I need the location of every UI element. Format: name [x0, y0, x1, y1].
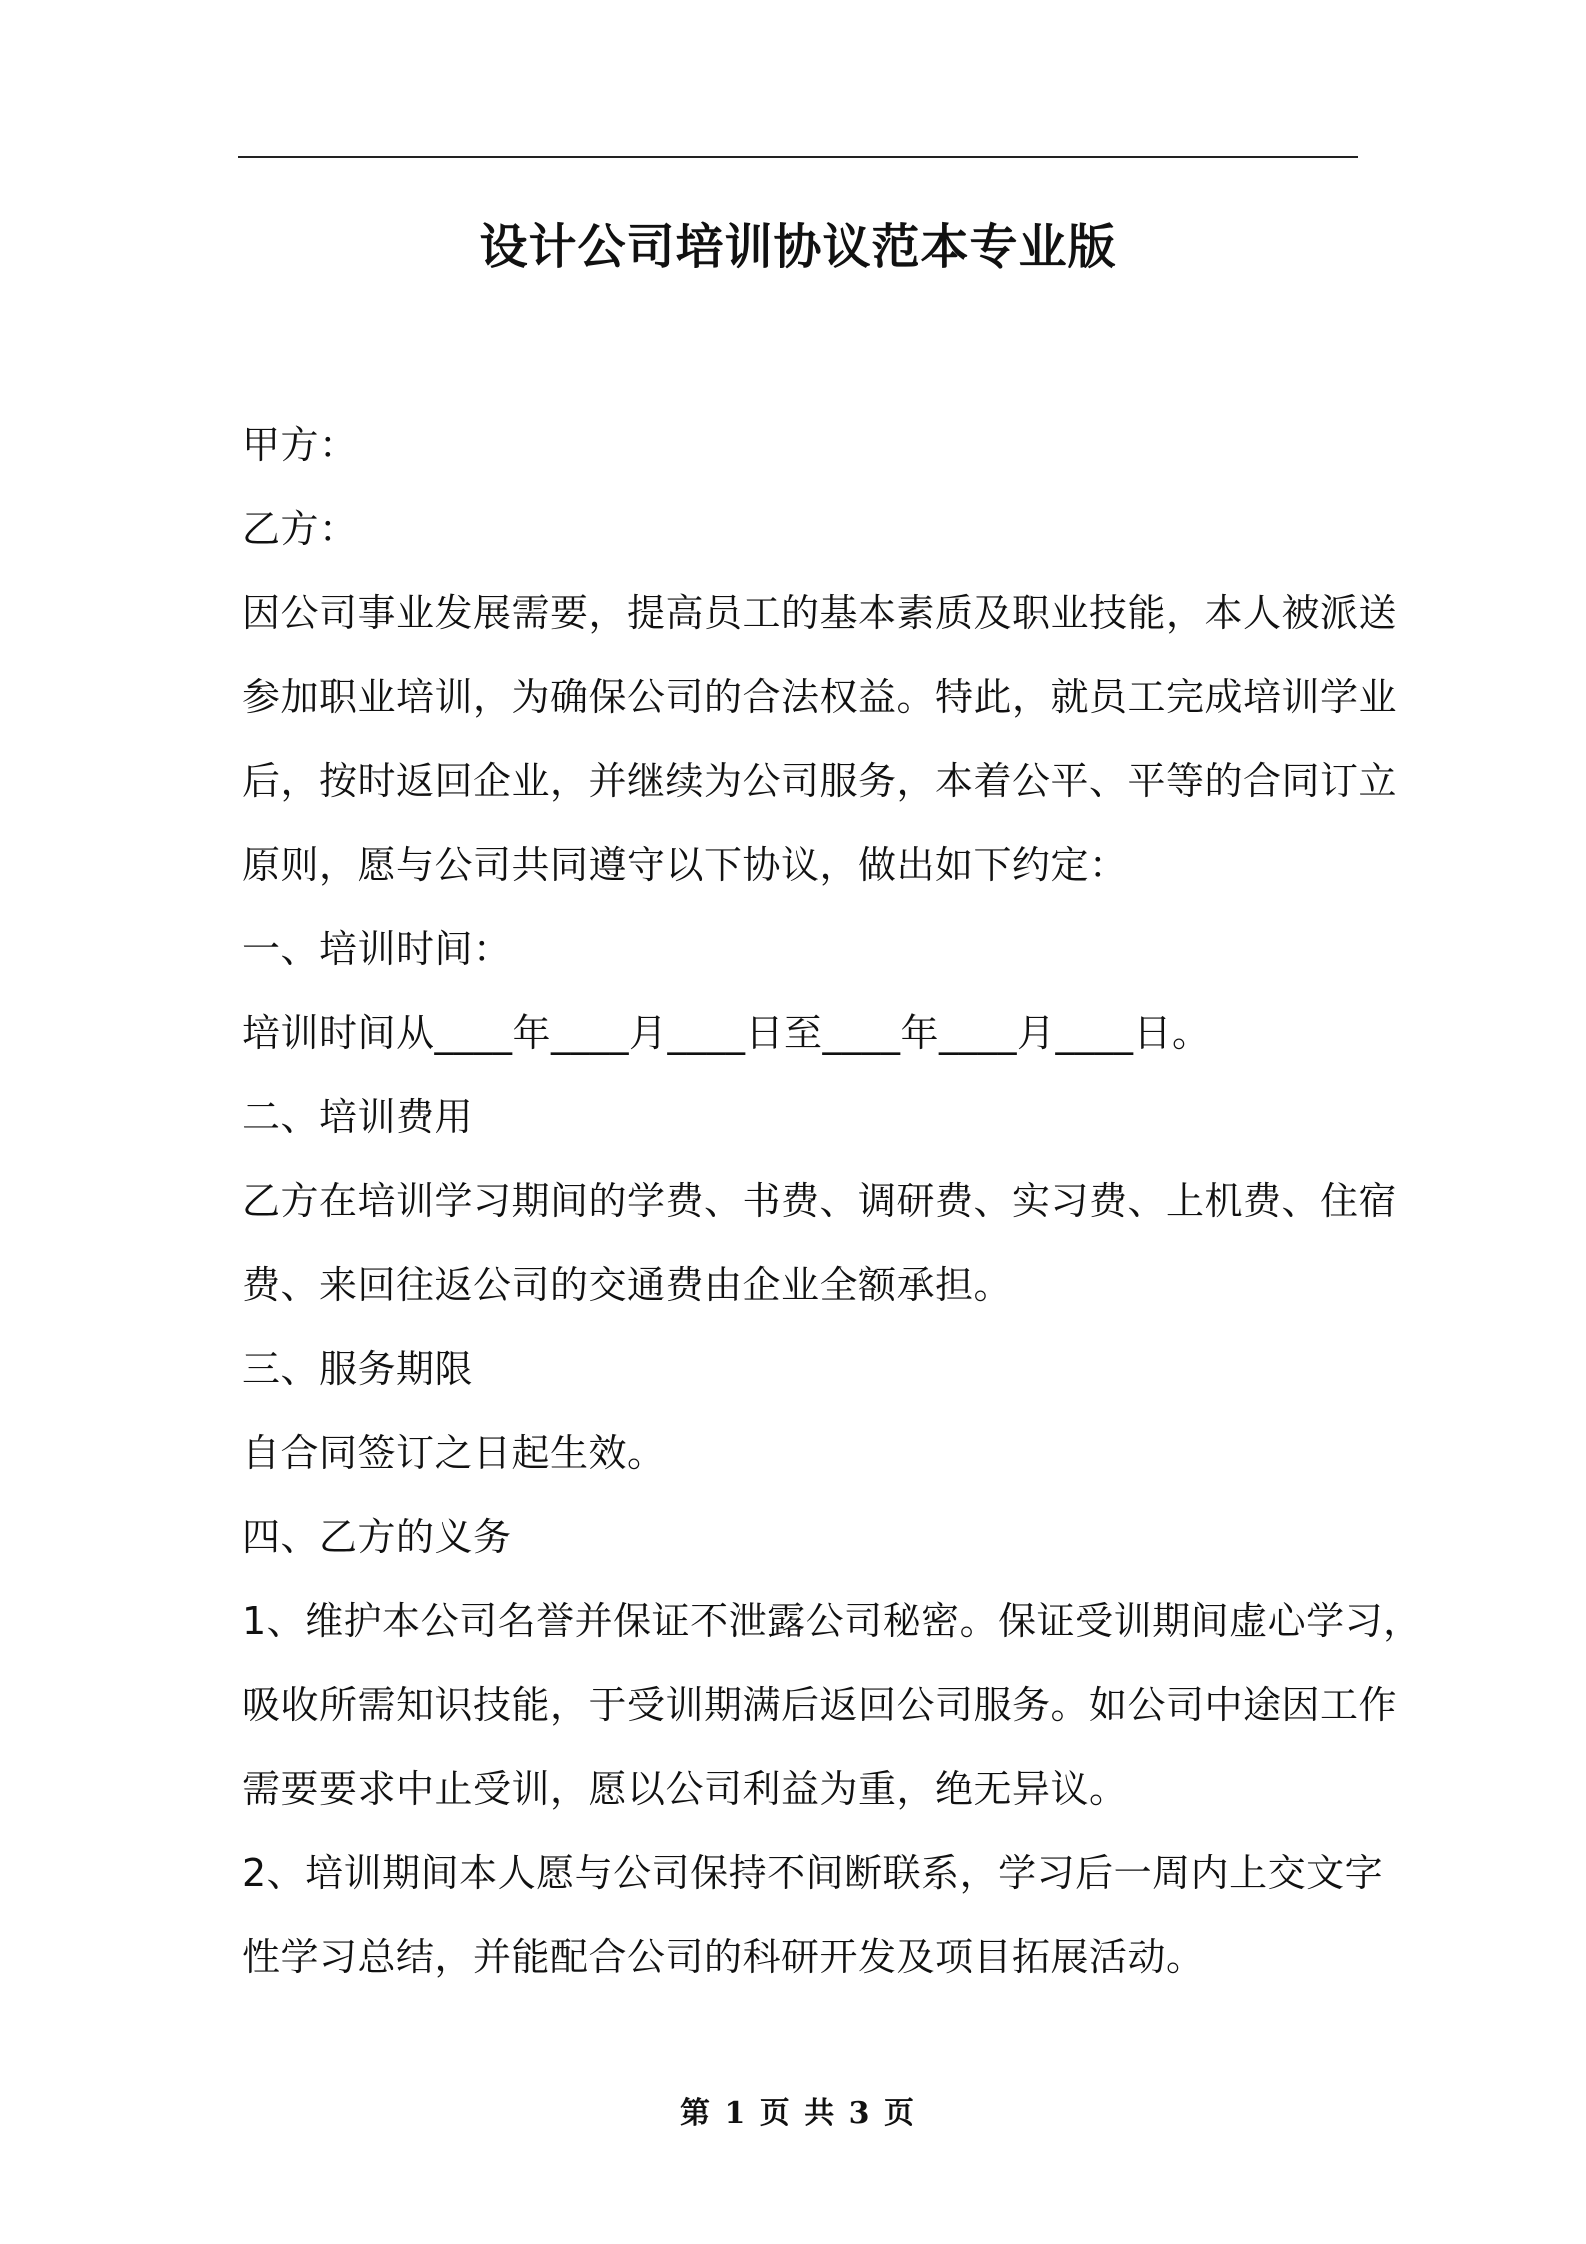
- party-b-line: 乙方：: [242, 507, 358, 551]
- training-time-line: 培训时间从____年____月____日至____年____月____日。: [242, 1011, 1211, 1055]
- section-heading-training-time: 一、培训时间：: [242, 927, 512, 971]
- party-a-line: 甲方：: [242, 423, 358, 467]
- service-term-line: 自合同签订之日起生效。: [242, 1431, 666, 1475]
- obligation-2-line-2: 性学习总结，并能配合公司的科研开发及项目拓展活动。: [242, 1935, 1205, 1979]
- document-title: 设计公司培训协议范本专业版: [479, 219, 1117, 275]
- fees-line-1: 乙方在培训学习期间的学费、书费、调研费、实习费、上机费、住宿: [242, 1179, 1398, 1223]
- obligation-1-line-2: 吸收所需知识技能，于受训期满后返回公司服务。如公司中途因工作: [242, 1683, 1398, 1727]
- intro-line-1: 因公司事业发展需要，提高员工的基本素质及职业技能，本人被派送: [242, 591, 1398, 635]
- obligation-2-line-1: 2、培训期间本人愿与公司保持不间断联系，学习后一周内上交文字: [242, 1851, 1384, 1895]
- intro-line-2: 参加职业培训，为确保公司的合法权益。特此，就员工完成培训学业: [242, 675, 1398, 719]
- obligation-1-line-3: 需要要求中止受训，愿以公司利益为重，绝无异议。: [242, 1767, 1128, 1811]
- section-heading-training-fees: 二、培训费用: [242, 1095, 474, 1139]
- obligation-1-line-1: 1、维护本公司名誉并保证不泄露公司秘密。保证受训期间虚心学习，: [242, 1599, 1422, 1643]
- intro-line-3: 后，按时返回企业，并继续为公司服务，本着公平、平等的合同订立: [242, 759, 1398, 803]
- header-rule: [238, 156, 1358, 158]
- intro-line-4: 原则，愿与公司共同遵守以下协议，做出如下约定：: [242, 843, 1128, 887]
- document-body: [242, 403, 1422, 1999]
- page-footer: 第 1 页 共 3 页: [680, 2096, 916, 2131]
- fees-line-2: 费、来回往返公司的交通费由企业全额承担。: [242, 1263, 1013, 1307]
- section-heading-service-term: 三、服务期限: [242, 1347, 474, 1391]
- section-heading-party-b-obligations: 四、乙方的义务: [242, 1515, 512, 1559]
